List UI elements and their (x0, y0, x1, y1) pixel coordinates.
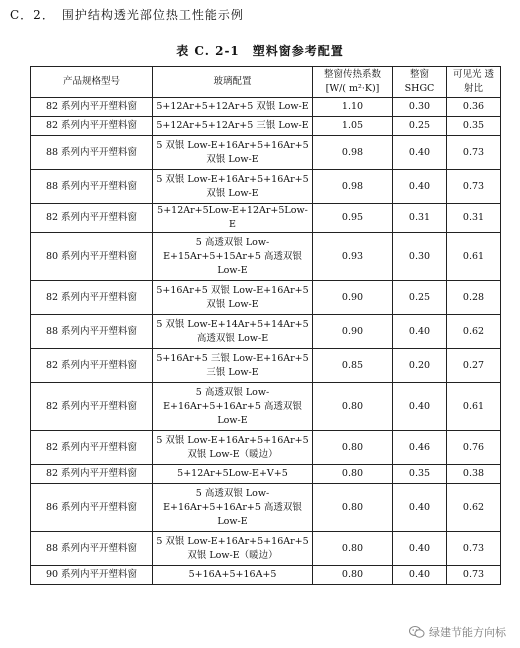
cell-u-value: 0.80 (313, 465, 393, 484)
cell-u-value: 0.80 (313, 532, 393, 566)
cell-config: 5 双银 Low-E+14Ar+5+14Ar+5 高透双银 Low-E (153, 315, 313, 349)
table-row (31, 383, 501, 431)
table-row (31, 117, 501, 136)
cell-u-value: 0.80 (313, 566, 393, 585)
table-row (31, 532, 501, 566)
cell-u-value: 0.80 (313, 484, 393, 532)
cell-config: 5+12Ar+5+12Ar+5 双银 Low-E (153, 98, 313, 117)
watermark-text: 绿建节能方向标 (429, 626, 506, 639)
cell-shgc: 0.40 (393, 315, 447, 349)
cell-model: 88 系列内平开塑料窗 (31, 315, 153, 349)
cell-shgc: 0.40 (393, 566, 447, 585)
cell-vt: 0.76 (447, 431, 501, 465)
table-row (31, 170, 501, 204)
cell-vt: 0.62 (447, 315, 501, 349)
cell-shgc: 0.40 (393, 136, 447, 170)
cell-config: 5+16Ar+5 三银 Low-E+16Ar+5 三银 Low-E (153, 349, 313, 383)
cell-vt: 0.73 (447, 136, 501, 170)
cell-vt: 0.61 (447, 383, 501, 431)
cell-shgc: 0.46 (393, 431, 447, 465)
cell-model: 88 系列内平开塑料窗 (31, 532, 153, 566)
cell-model: 82 系列内平开塑料窗 (31, 117, 153, 136)
cell-shgc: 0.20 (393, 349, 447, 383)
cell-config: 5 高透双银 Low-E+15Ar+5+15Ar+5 高透双银 Low-E (153, 233, 313, 281)
cell-u-value: 0.80 (313, 383, 393, 431)
cell-model: 88 系列内平开塑料窗 (31, 170, 153, 204)
cell-u-value: 0.98 (313, 170, 393, 204)
cell-shgc: 0.30 (393, 98, 447, 117)
table-row (31, 566, 501, 585)
col-header-glass-config: 玻璃配置 (153, 67, 313, 98)
table-header-row (31, 67, 501, 98)
table-row (31, 349, 501, 383)
cell-shgc: 0.25 (393, 117, 447, 136)
section-heading: C．2． 围护结构透光部位热工性能示例 (10, 8, 244, 22)
cell-config: 5 双银 Low-E+16Ar+5+16Ar+5 双银 Low-E（暖边） (153, 532, 313, 566)
cell-u-value: 1.05 (313, 117, 393, 136)
cell-vt: 0.73 (447, 170, 501, 204)
cell-config: 5 双银 Low-E+16Ar+5+16Ar+5 双银 Low-E（暖边） (153, 431, 313, 465)
cell-config: 5 双银 Low-E+16Ar+5+16Ar+5 双银 Low-E (153, 136, 313, 170)
cell-config: 5+12Ar+5Low-E+V+5 (153, 465, 313, 484)
col-header-shgc: 整窗 SHGC (393, 67, 447, 98)
cell-vt: 0.73 (447, 566, 501, 585)
cell-u-value: 0.90 (313, 281, 393, 315)
cell-vt: 0.62 (447, 484, 501, 532)
table-row (31, 233, 501, 281)
cell-shgc: 0.40 (393, 170, 447, 204)
cell-shgc: 0.25 (393, 281, 447, 315)
cell-model: 86 系列内平开塑料窗 (31, 484, 153, 532)
table-row (31, 136, 501, 170)
cell-config: 5+16A+5+16A+5 (153, 566, 313, 585)
cell-vt: 0.61 (447, 233, 501, 281)
cell-shgc: 0.35 (393, 465, 447, 484)
cell-u-value: 0.85 (313, 349, 393, 383)
col-header-u-value: 整窗传热系数 [W/( m²·K)] (313, 67, 393, 98)
cell-model: 90 系列内平开塑料窗 (31, 566, 153, 585)
cell-config: 5+16Ar+5 双银 Low-E+16Ar+5 双银 Low-E (153, 281, 313, 315)
cell-config: 5 双银 Low-E+16Ar+5+16Ar+5 双银 Low-E (153, 170, 313, 204)
table-row (31, 431, 501, 465)
window-spec-table (30, 66, 501, 585)
cell-u-value: 0.93 (313, 233, 393, 281)
cell-model: 82 系列内平开塑料窗 (31, 465, 153, 484)
wechat-icon (409, 625, 425, 639)
table-row (31, 281, 501, 315)
cell-vt: 0.73 (447, 532, 501, 566)
cell-u-value: 0.95 (313, 204, 393, 233)
cell-model: 82 系列内平开塑料窗 (31, 98, 153, 117)
cell-model: 88 系列内平开塑料窗 (31, 136, 153, 170)
table-row (31, 465, 501, 484)
table-caption: 表 C. 2-1 塑料窗参考配置 (176, 44, 344, 58)
cell-model: 82 系列内平开塑料窗 (31, 383, 153, 431)
cell-vt: 0.27 (447, 349, 501, 383)
cell-u-value: 1.10 (313, 98, 393, 117)
cell-config: 5 高透双银 Low-E+16Ar+5+16Ar+5 高透双银 Low-E (153, 383, 313, 431)
cell-u-value: 0.98 (313, 136, 393, 170)
cell-vt: 0.28 (447, 281, 501, 315)
cell-u-value: 0.90 (313, 315, 393, 349)
cell-config: 5 高透双银 Low-E+16Ar+5+16Ar+5 高透双银 Low-E (153, 484, 313, 532)
cell-u-value: 0.80 (313, 431, 393, 465)
cell-model: 80 系列内平开塑料窗 (31, 233, 153, 281)
watermark (409, 624, 506, 640)
col-header-visible-transmittance: 可见光 透射比 (447, 67, 501, 98)
table-row (31, 315, 501, 349)
cell-config: 5+12Ar+5+12Ar+5 三银 Low-E (153, 117, 313, 136)
table-row (31, 204, 501, 233)
col-header-model: 产品规格型号 (31, 67, 153, 98)
cell-vt: 0.38 (447, 465, 501, 484)
cell-shgc: 0.30 (393, 233, 447, 281)
table-row (31, 98, 501, 117)
cell-vt: 0.31 (447, 204, 501, 233)
table-row (31, 484, 501, 532)
cell-shgc: 0.40 (393, 484, 447, 532)
cell-model: 82 系列内平开塑料窗 (31, 349, 153, 383)
cell-shgc: 0.40 (393, 532, 447, 566)
cell-shgc: 0.31 (393, 204, 447, 233)
cell-shgc: 0.40 (393, 383, 447, 431)
cell-model: 82 系列内平开塑料窗 (31, 431, 153, 465)
cell-vt: 0.35 (447, 117, 501, 136)
cell-vt: 0.36 (447, 98, 501, 117)
cell-model: 82 系列内平开塑料窗 (31, 204, 153, 233)
cell-model: 82 系列内平开塑料窗 (31, 281, 153, 315)
cell-config: 5+12Ar+5Low-E+12Ar+5Low-E (153, 204, 313, 233)
